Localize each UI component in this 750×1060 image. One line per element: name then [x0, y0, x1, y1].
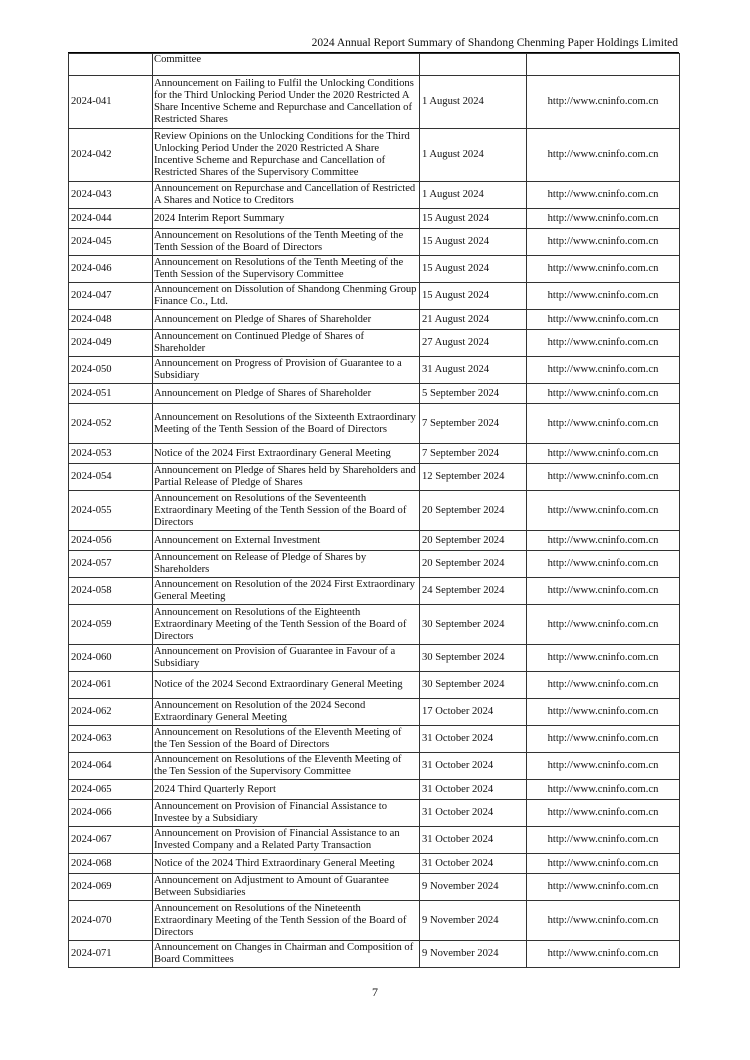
announcement-date: 31 August 2024 — [420, 357, 527, 384]
table-row — [69, 464, 680, 491]
announcement-title: Announcement on Resolutions of the Tenth Meeting of the Tenth Session of the Board of Directors — [153, 229, 420, 256]
table-row — [69, 578, 680, 605]
table-row — [69, 827, 680, 854]
announcement-title: Notice of the 2024 First Extraordinary General Meeting — [153, 444, 420, 464]
table-row — [69, 357, 680, 384]
announcement-title: Announcement on Adjustment to Amount of Guarantee Between Subsidiaries — [153, 874, 420, 901]
announcement-url: http://www.cninfo.com.cn — [527, 310, 680, 330]
table-row — [69, 753, 680, 780]
announcement-title: Announcement on Pledge of Shares of Shareholder — [153, 310, 420, 330]
announcement-url: http://www.cninfo.com.cn — [527, 941, 680, 968]
announcement-url: http://www.cninfo.com.cn — [527, 753, 680, 780]
announcement-number: 2024-055 — [69, 491, 153, 531]
announcement-url: http://www.cninfo.com.cn — [527, 444, 680, 464]
continued-row-url — [527, 54, 680, 76]
announcement-number: 2024-068 — [69, 854, 153, 874]
announcement-url: http://www.cninfo.com.cn — [527, 209, 680, 229]
table-row — [69, 551, 680, 578]
announcement-number: 2024-052 — [69, 404, 153, 444]
announcement-title: Announcement on Failing to Fulfil the Unlocking Conditions for the Third Unlocking Period Under the 2020 Restricted A Share Incentive Scheme and Repurchase and Cancellation of Restricted Shares — [153, 76, 420, 129]
announcement-date: 9 November 2024 — [420, 941, 527, 968]
announcement-title: Announcement on Repurchase and Cancellation of Restricted A Shares and Notice to Creditors — [153, 182, 420, 209]
announcement-title: Announcement on Dissolution of Shandong Chenming Group Finance Co., Ltd. — [153, 283, 420, 310]
announcement-title: Announcement on Resolutions of the Seventeenth Extraordinary Meeting of the Tenth Session of the Board of Directors — [153, 491, 420, 531]
announcement-number: 2024-058 — [69, 578, 153, 605]
announcement-url: http://www.cninfo.com.cn — [527, 229, 680, 256]
announcement-title: Announcement on Provision of Financial Assistance to an Invested Company and a Related Party Transaction — [153, 827, 420, 854]
announcement-date: 7 September 2024 — [420, 444, 527, 464]
announcement-number: 2024-054 — [69, 464, 153, 491]
announcement-title: Announcement on Resolution of the 2024 Second Extraordinary General Meeting — [153, 699, 420, 726]
table-row — [69, 531, 680, 551]
announcement-date: 15 August 2024 — [420, 283, 527, 310]
announcement-url: http://www.cninfo.com.cn — [527, 384, 680, 404]
announcement-date: 27 August 2024 — [420, 330, 527, 357]
announcement-number: 2024-042 — [69, 129, 153, 182]
announcement-title: Announcement on Resolutions of the Eleventh Meeting of the Ten Session of the Board of Directors — [153, 726, 420, 753]
announcement-title: Announcement on Resolutions of the Eighteenth Extraordinary Meeting of the Tenth Session of the Board of Directors — [153, 605, 420, 645]
announcement-number: 2024-064 — [69, 753, 153, 780]
announcement-title: 2024 Interim Report Summary — [153, 209, 420, 229]
announcement-number: 2024-056 — [69, 531, 153, 551]
announcement-number: 2024-062 — [69, 699, 153, 726]
announcement-url: http://www.cninfo.com.cn — [527, 129, 680, 182]
announcement-date: 1 August 2024 — [420, 129, 527, 182]
announcement-title: Review Opinions on the Unlocking Conditions for the Third Unlocking Period Under the 2020 Restricted A Share Incentive Scheme and Repurchase and Cancellation of Restricted Shares of the Supervisory Committee — [153, 129, 420, 182]
announcement-url: http://www.cninfo.com.cn — [527, 726, 680, 753]
announcement-url: http://www.cninfo.com.cn — [527, 531, 680, 551]
announcement-title: Announcement on Pledge of Shares of Shareholder — [153, 384, 420, 404]
announcements-table-body — [69, 54, 680, 968]
announcement-date: 31 October 2024 — [420, 726, 527, 753]
announcement-number: 2024-051 — [69, 384, 153, 404]
announcement-number: 2024-047 — [69, 283, 153, 310]
announcement-title: Announcement on Provision of Guarantee in Favour of a Subsidiary — [153, 645, 420, 672]
announcement-number: 2024-045 — [69, 229, 153, 256]
announcement-url: http://www.cninfo.com.cn — [527, 404, 680, 444]
announcement-number: 2024-057 — [69, 551, 153, 578]
announcement-date: 15 August 2024 — [420, 256, 527, 283]
announcement-url: http://www.cninfo.com.cn — [527, 672, 680, 699]
announcement-number: 2024-049 — [69, 330, 153, 357]
table-row — [69, 229, 680, 256]
announcement-date: 5 September 2024 — [420, 384, 527, 404]
table-row — [69, 699, 680, 726]
continued-row — [69, 54, 680, 76]
announcement-number: 2024-050 — [69, 357, 153, 384]
announcement-number: 2024-044 — [69, 209, 153, 229]
announcement-title: Notice of the 2024 Second Extraordinary General Meeting — [153, 672, 420, 699]
announcement-number: 2024-061 — [69, 672, 153, 699]
table-row — [69, 780, 680, 800]
announcement-date: 31 October 2024 — [420, 827, 527, 854]
announcement-url: http://www.cninfo.com.cn — [527, 874, 680, 901]
announcement-url: http://www.cninfo.com.cn — [527, 464, 680, 491]
table-row — [69, 645, 680, 672]
announcement-url: http://www.cninfo.com.cn — [527, 699, 680, 726]
announcement-title: Announcement on Release of Pledge of Shares by Shareholders — [153, 551, 420, 578]
table-row — [69, 283, 680, 310]
announcement-date: 24 September 2024 — [420, 578, 527, 605]
announcement-title: Announcement on Resolutions of the Tenth Meeting of the Tenth Session of the Supervisory Committee — [153, 256, 420, 283]
table-row — [69, 800, 680, 827]
announcement-number: 2024-070 — [69, 901, 153, 941]
announcement-title: 2024 Third Quarterly Report — [153, 780, 420, 800]
announcement-url: http://www.cninfo.com.cn — [527, 578, 680, 605]
announcement-title: Announcement on Changes in Chairman and Composition of Board Committees — [153, 941, 420, 968]
announcement-date: 15 August 2024 — [420, 229, 527, 256]
announcement-url: http://www.cninfo.com.cn — [527, 901, 680, 941]
announcement-url: http://www.cninfo.com.cn — [527, 827, 680, 854]
announcement-url: http://www.cninfo.com.cn — [527, 551, 680, 578]
announcement-url: http://www.cninfo.com.cn — [527, 800, 680, 827]
announcement-url: http://www.cninfo.com.cn — [527, 283, 680, 310]
announcement-number: 2024-048 — [69, 310, 153, 330]
announcement-number: 2024-065 — [69, 780, 153, 800]
announcement-url: http://www.cninfo.com.cn — [527, 330, 680, 357]
announcement-date: 12 September 2024 — [420, 464, 527, 491]
announcement-title: Announcement on Continued Pledge of Shares of Shareholder — [153, 330, 420, 357]
page-number: 7 — [372, 985, 378, 999]
table-row — [69, 330, 680, 357]
announcement-url: http://www.cninfo.com.cn — [527, 605, 680, 645]
announcement-number: 2024-063 — [69, 726, 153, 753]
announcement-date: 7 September 2024 — [420, 404, 527, 444]
announcement-url: http://www.cninfo.com.cn — [527, 645, 680, 672]
announcement-number: 2024-043 — [69, 182, 153, 209]
page-header: 2024 Annual Report Summary of Shandong Chenming Paper Holdings Limited — [311, 37, 678, 49]
announcement-number: 2024-059 — [69, 605, 153, 645]
announcement-date: 31 October 2024 — [420, 780, 527, 800]
announcement-date: 31 October 2024 — [420, 800, 527, 827]
table-row — [69, 491, 680, 531]
announcement-title: Announcement on Pledge of Shares held by Shareholders and Partial Release of Pledge of Shares — [153, 464, 420, 491]
announcement-url: http://www.cninfo.com.cn — [527, 182, 680, 209]
announcement-url: http://www.cninfo.com.cn — [527, 357, 680, 384]
announcement-number: 2024-046 — [69, 256, 153, 283]
announcement-title: Notice of the 2024 Third Extraordinary General Meeting — [153, 854, 420, 874]
table-row — [69, 384, 680, 404]
announcement-date: 9 November 2024 — [420, 874, 527, 901]
announcement-number: 2024-067 — [69, 827, 153, 854]
announcement-date: 21 August 2024 — [420, 310, 527, 330]
announcement-title: Announcement on Resolutions of the Sixteenth Extraordinary Meeting of the Tenth Session of the Board of Directors — [153, 404, 420, 444]
table-row — [69, 76, 680, 129]
announcement-date: 20 September 2024 — [420, 491, 527, 531]
announcement-url: http://www.cninfo.com.cn — [527, 76, 680, 129]
announcements-table — [68, 53, 680, 968]
table-row — [69, 672, 680, 699]
continued-row-number — [69, 54, 153, 76]
continued-row-title: Committee — [153, 54, 420, 76]
announcement-date: 31 October 2024 — [420, 753, 527, 780]
announcement-date: 20 September 2024 — [420, 531, 527, 551]
table-row — [69, 726, 680, 753]
announcement-number: 2024-053 — [69, 444, 153, 464]
announcement-title: Announcement on Progress of Provision of Guarantee to a Subsidiary — [153, 357, 420, 384]
announcement-url: http://www.cninfo.com.cn — [527, 491, 680, 531]
announcement-date: 15 August 2024 — [420, 209, 527, 229]
announcement-number: 2024-066 — [69, 800, 153, 827]
announcement-number: 2024-071 — [69, 941, 153, 968]
announcement-date: 31 October 2024 — [420, 854, 527, 874]
announcement-title: Announcement on External Investment — [153, 531, 420, 551]
announcement-number: 2024-041 — [69, 76, 153, 129]
table-row — [69, 404, 680, 444]
announcement-title: Announcement on Provision of Financial Assistance to Investee by a Subsidiary — [153, 800, 420, 827]
continued-row-date — [420, 54, 527, 76]
announcement-url: http://www.cninfo.com.cn — [527, 780, 680, 800]
table-row — [69, 605, 680, 645]
table-row — [69, 941, 680, 968]
table-row — [69, 854, 680, 874]
table-row — [69, 444, 680, 464]
table-row — [69, 182, 680, 209]
announcement-title: Announcement on Resolutions of the Eleventh Meeting of the Ten Session of the Supervisory Committee — [153, 753, 420, 780]
announcement-date: 1 August 2024 — [420, 76, 527, 129]
table-row — [69, 901, 680, 941]
announcement-number: 2024-069 — [69, 874, 153, 901]
announcement-date: 30 September 2024 — [420, 645, 527, 672]
announcement-number: 2024-060 — [69, 645, 153, 672]
announcement-date: 30 September 2024 — [420, 605, 527, 645]
announcement-date: 1 August 2024 — [420, 182, 527, 209]
announcement-date: 20 September 2024 — [420, 551, 527, 578]
announcement-date: 30 September 2024 — [420, 672, 527, 699]
announcement-url: http://www.cninfo.com.cn — [527, 854, 680, 874]
table-row — [69, 129, 680, 182]
table-row — [69, 874, 680, 901]
announcement-url: http://www.cninfo.com.cn — [527, 256, 680, 283]
announcement-title: Announcement on Resolution of the 2024 First Extraordinary General Meeting — [153, 578, 420, 605]
table-row — [69, 256, 680, 283]
announcement-title: Announcement on Resolutions of the Nineteenth Extraordinary Meeting of the Tenth Session of the Board of Directors — [153, 901, 420, 941]
announcement-date: 9 November 2024 — [420, 901, 527, 941]
table-row — [69, 310, 680, 330]
announcement-date: 17 October 2024 — [420, 699, 527, 726]
table-row — [69, 209, 680, 229]
